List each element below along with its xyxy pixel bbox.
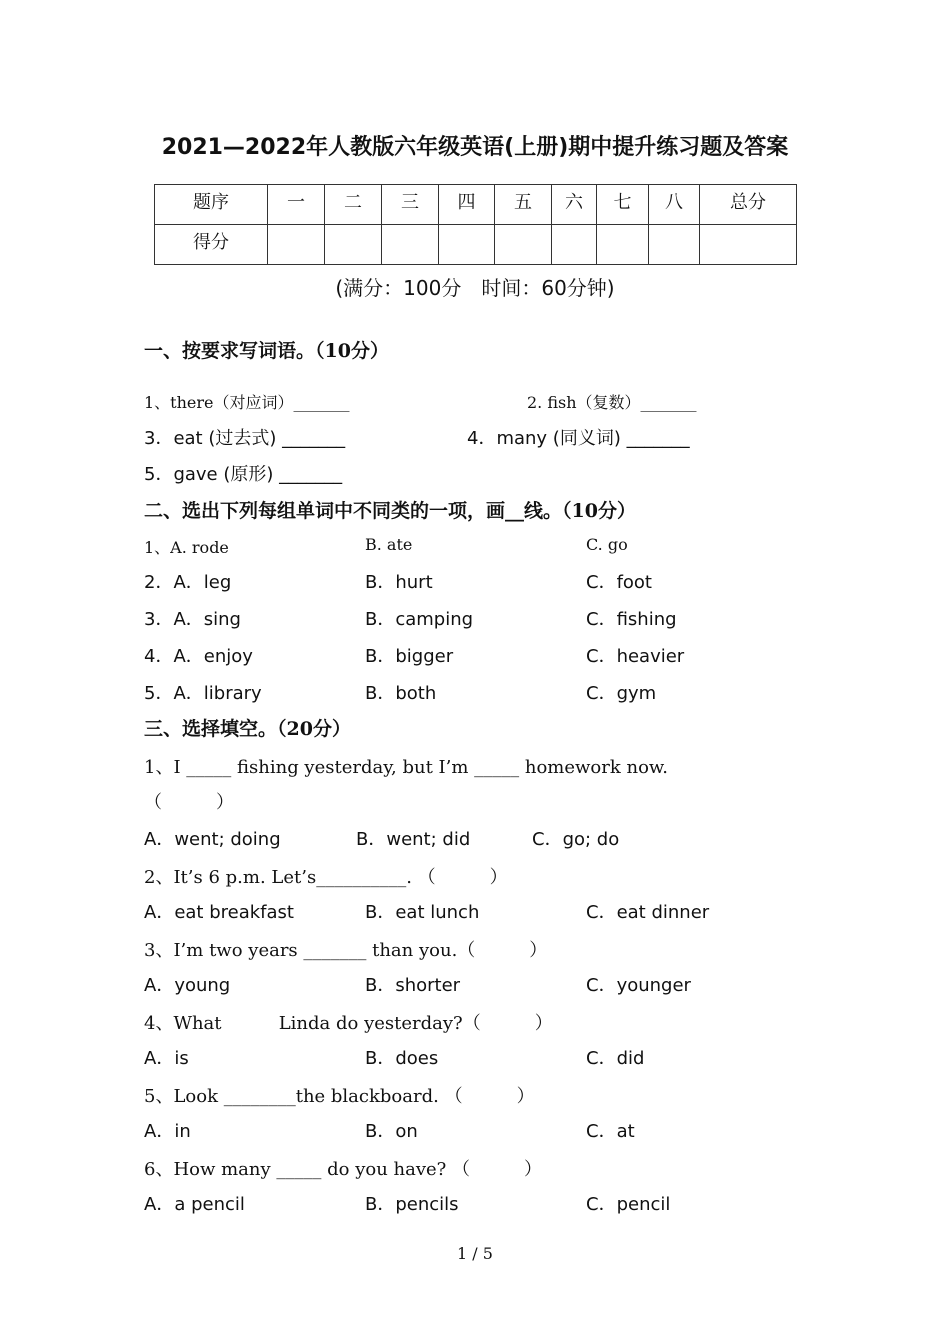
score-row-label: 得分 (155, 225, 268, 265)
option-a: 2．A．leg (144, 572, 232, 593)
page-title: 2021—2022年人教版六年级英语(上册)期中提升练习题及答案 (161, 135, 789, 160)
option-c: C．fishing (586, 609, 677, 630)
score-cell[interactable] (552, 225, 597, 265)
table-header-cell: 一 (268, 185, 325, 225)
option-a: A．eat breakfast (144, 902, 294, 923)
option-a: A．a pencil (144, 1194, 245, 1215)
option-a: A．young (144, 975, 231, 996)
score-cell[interactable] (700, 225, 797, 265)
section3-heading: 三、选择填空。（20分） (144, 718, 351, 740)
option-a: 4．A．enjoy (144, 646, 253, 667)
section1-question: 1、there（对应词）_______ (144, 393, 350, 412)
option-c: C．go; do (532, 829, 620, 850)
option-c: C．at (586, 1121, 635, 1142)
option-b: B．bigger (365, 646, 454, 667)
section1-question: 4．many (同义词) _______ (467, 428, 690, 449)
option-b: B．eat lunch (365, 902, 480, 923)
option-c: C．eat dinner (586, 902, 710, 923)
option-b: B．both (365, 683, 437, 704)
section1-question: 5．gave (原形) _______ (144, 464, 343, 485)
option-b: B. ate (365, 535, 413, 554)
option-c: C．foot (586, 572, 652, 593)
answer-bracket: （ ） (144, 792, 234, 813)
option-c: C. go (586, 535, 628, 554)
score-table-score-row (155, 225, 797, 265)
score-cell[interactable] (649, 225, 700, 265)
question-text: 1、I _____ fishing yesterday, but I’m _____ homework now. (144, 757, 668, 778)
option-c: C．did (586, 1048, 645, 1069)
score-table (154, 184, 797, 265)
option-b: B．pencils (365, 1194, 459, 1215)
table-header-cell: 六 (552, 185, 597, 225)
score-cell[interactable] (439, 225, 495, 265)
option-a: A．is (144, 1048, 189, 1069)
table-header-cell: 五 (495, 185, 552, 225)
question-text: 3、I’m two years _______ than you.（ ） (144, 940, 548, 961)
option-a: A．in (144, 1121, 191, 1142)
table-header-cell: 题序 (155, 185, 268, 225)
section2-heading: 二、选出下列每组单词中不同类的一项，画__线。（10分） (144, 500, 636, 522)
question-text: 2、It’s 6 p.m. Let’s__________. （ ） (144, 867, 508, 888)
page-number: 1 / 5 (457, 1244, 493, 1263)
question-text: 6、How many _____ do you have? （ ） (144, 1159, 543, 1180)
option-b: B．shorter (365, 975, 461, 996)
score-cell[interactable] (268, 225, 325, 265)
table-header-cell: 三 (382, 185, 439, 225)
option-b: B．camping (365, 609, 474, 630)
option-a: 1、A. rode (144, 538, 229, 557)
question-text: 5、Look ________the blackboard. （ ） (144, 1086, 535, 1107)
option-a: 5．A．library (144, 683, 262, 704)
option-b: B．hurt (365, 572, 433, 593)
option-a: 3．A．sing (144, 609, 241, 630)
score-table-header-row (155, 185, 797, 225)
score-cell[interactable] (495, 225, 552, 265)
section1-question: 2. fish（复数）_______ (527, 393, 697, 412)
section1-question: 3．eat (过去式) _______ (144, 428, 346, 449)
option-b: B．does (365, 1048, 439, 1069)
option-c: C．younger (586, 975, 691, 996)
option-b: B．on (365, 1121, 418, 1142)
option-c: C．gym (586, 683, 657, 704)
section1-heading: 一、按要求写词语。（10分） (144, 340, 389, 362)
option-c: C．heavier (586, 646, 685, 667)
option-a: A．went; doing (144, 829, 281, 850)
table-header-cell: 二 (325, 185, 382, 225)
table-header-cell: 四 (439, 185, 495, 225)
score-cell[interactable] (382, 225, 439, 265)
exam-info: (满分：100分 时间：60分钟) (335, 276, 615, 300)
score-cell[interactable] (597, 225, 649, 265)
question-text: 4、What Linda do yesterday?（ ） (144, 1013, 553, 1034)
table-header-cell: 总分 (700, 185, 797, 225)
table-header-cell: 八 (649, 185, 700, 225)
option-b: B．went; did (356, 829, 471, 850)
option-c: C．pencil (586, 1194, 671, 1215)
score-cell[interactable] (325, 225, 382, 265)
table-header-cell: 七 (597, 185, 649, 225)
